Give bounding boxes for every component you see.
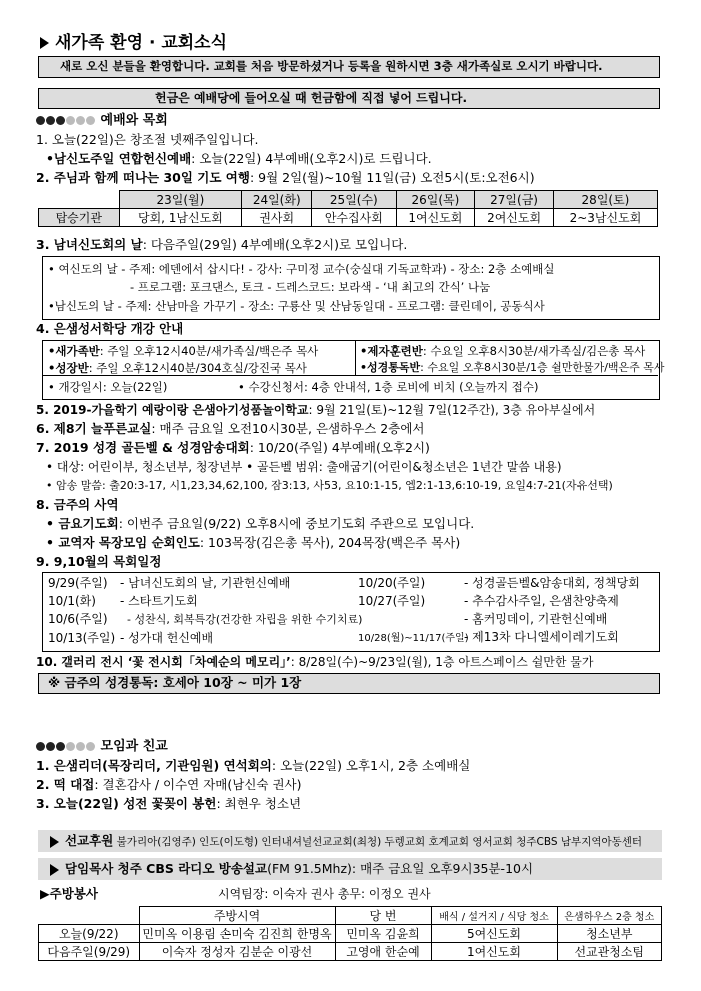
item-1: 1. 오늘(22일)은 창조절 넷째주일입니다. [36, 132, 259, 147]
section-heading-2 [36, 738, 168, 756]
event: - 성경골든벨&암송대회, 정책당회 [464, 576, 640, 590]
radio-label: 담임목사 청주 CBS 라디오 방송설교 [65, 861, 268, 876]
item-2-text: : 9월 2일(월)~10월 11일(금) 오전5시(토:오전6시) [249, 170, 535, 185]
item-1-sub [46, 150, 432, 168]
label: •새가족반 [48, 344, 100, 358]
school-vdivider [355, 340, 356, 375]
org-cell: 안수집사회 [312, 209, 396, 227]
section-heading-text: 모임과 친교 [100, 739, 168, 754]
text: : 이번주 금요일(9/22) 오후8시에 중보기도회 주관으로 모입니다. [118, 516, 475, 531]
cell: 민미옥 김윤희 [335, 925, 431, 943]
item-8: 8. 금주의 사역 [36, 497, 119, 512]
schedule-row [358, 628, 640, 648]
label: • 금요기도회 [46, 516, 119, 531]
item-5-text: : 9월 21일(토)~12월 7일(12주간), 3층 유아부실에서 [308, 403, 596, 417]
item-3-text: : 다음주일(29일) 4부예배(오후2시)로 모입니다. [142, 237, 408, 252]
date: 10/13(주일) [48, 631, 116, 645]
day-cell: 25일(수) [312, 191, 396, 209]
s2-item-3 [36, 795, 301, 813]
row-label: 탑승기관 [39, 209, 120, 227]
text: : 수요일 오후8시30분/1층 쉴만한물가/백은주 목사 [420, 361, 665, 374]
s2-item-2 [36, 776, 301, 794]
item-5-label: 5. 2019-가을학기 예랑이랑 은샘아기성품놀이학교 [36, 403, 309, 417]
school-new-family [48, 342, 318, 360]
text: : 결혼감사 / 이수연 자매(남신숙 권사) [94, 777, 302, 792]
header-cell: 당 번 [335, 907, 431, 925]
text: : 103목장(김은총 목사), 204목장(백은주 목사) [199, 535, 461, 550]
text: : 최현우 청소년 [216, 796, 302, 811]
item-3-label: 3. 남녀신도회의 날 [36, 237, 143, 252]
label: •제자훈련반 [360, 344, 423, 358]
org-cell: 2여신도회 [475, 209, 554, 227]
schedule-left [48, 574, 362, 647]
empty-cell [39, 191, 120, 209]
item-6-label: 6. 제8기 늘푸른교실 [36, 421, 152, 436]
school-application: • 수강신청서: 4층 안내석, 1층 로비에 비치 (오늘까지 접수) [238, 380, 539, 394]
date: 9/29(주일) [48, 576, 108, 590]
day-cell: 24일(화) [242, 191, 312, 209]
table-row [39, 925, 662, 943]
item-10 [36, 653, 593, 671]
day-cell: 26일(목) [396, 191, 475, 209]
mission-line [50, 832, 642, 851]
school-opening: • 개강일시: 오늘(22일) [48, 380, 168, 394]
text: : 주일 오후12시40분/새가족실/백은주 목사 [99, 344, 319, 358]
item-7-text: : 10/20(주일) 4부예배(오후2시) [249, 440, 430, 455]
section-heading [36, 112, 168, 130]
event: - 성찬식, 회복특강(건강한 자립을 위한 수기치료) [127, 613, 363, 626]
school-divider [42, 375, 658, 376]
schedule-row [48, 610, 362, 629]
day-cell: 27일(금) [475, 191, 554, 209]
women-day-line2: - 프로그램: 포크댄스, 토크 - 드레스코드: 보라색 - ‘내 최고의 간식’ 나눔 [130, 280, 491, 294]
cell: 고영애 한순예 [335, 943, 431, 961]
section-heading-text: 예배와 목회 [100, 113, 168, 128]
kitchen-table [38, 906, 662, 961]
item-1-sub-label: •남신도주일 연합헌신예배 [46, 151, 192, 166]
org-cell: 권사회 [242, 209, 312, 227]
header-cell [39, 907, 140, 925]
date: 10/1(화) [48, 594, 96, 608]
day-cell: 28일(토) [553, 191, 657, 209]
triangle-icon [40, 37, 49, 49]
text: : 주일 오후12시40분/304호실/강진국 목사 [88, 361, 307, 375]
table-row [39, 943, 662, 961]
item-5 [36, 401, 595, 419]
triangle-icon [50, 836, 59, 848]
prayer-table-row [39, 209, 658, 227]
schedule-row [358, 574, 640, 592]
date: 10/6(주일) [48, 612, 108, 626]
schedule-row [358, 610, 640, 628]
offering-notice-text: 헌금은 예배당에 들어오실 때 헌금함에 직접 넣어 드립니다. [155, 91, 468, 105]
label: 2. 떡 대접 [36, 777, 95, 792]
dots-icon [36, 113, 96, 128]
item-8-sub1 [46, 515, 474, 533]
text: : 수요일 오후8시30분/새가족실/김은총 목사 [422, 344, 646, 358]
triangle-icon [50, 864, 59, 876]
item-10-text: : 8/28일(수)~9/23일(월), 1층 아트스페이스 쉴만한 물가 [290, 655, 594, 669]
item-7-sub2: • 암송 말씀: 출20:3-17, 시1,23,34,62,100, 잠3:13, 사53, 요10:1-15, 엡2:1-13,6:10-19, 요일4:7-21(자유선택) [46, 479, 613, 492]
event: - 성가대 헌신예배 [120, 631, 214, 645]
date: 10/28(월)~11/17(주일) [358, 633, 469, 644]
label: 3. 오늘(22일) 성전 꽃꽂이 봉헌 [36, 796, 217, 811]
label: •성장반 [48, 361, 89, 375]
item-3 [36, 236, 407, 254]
men-day-line: •남신도의 날 - 주제: 산남마을 가꾸기 - 장소: 구룡산 및 산남동일대 - 프로그램: 클린데이, 공동식사 [48, 299, 545, 313]
mission-label: 선교후원 [65, 833, 114, 848]
header-cell: 주방시역 [139, 907, 335, 925]
event: - 스타트기도회 [120, 594, 198, 608]
prayer-table [38, 190, 658, 227]
cell: 5여신도회 [431, 925, 557, 943]
item-2 [36, 169, 535, 187]
kitchen-header [39, 907, 662, 925]
org-cell: 2~3남신도회 [553, 209, 657, 227]
cell: 다음주일(9/29) [39, 943, 140, 961]
cell: 이숙자 정성자 김분순 이광선 [139, 943, 335, 961]
schedule-row [48, 629, 362, 647]
item-6-text: : 매주 금요일 오전10시30분, 은샘하우스 2층에서 [151, 421, 425, 436]
label: • 교역자 목장모임 순회인도 [46, 535, 200, 550]
item-9: 9. 9,10월의 목회일정 [36, 554, 162, 569]
item-7-label: 7. 2019 성경 골든벨 & 성경암송대회 [36, 440, 250, 455]
event: - 추수감사주일, 은샘찬양축제 [464, 594, 619, 608]
kitchen-managers: 시역팀장: 이숙자 권사 총무: 이정오 권사 [218, 887, 431, 901]
school-disciple [360, 342, 645, 360]
event: - 남녀신도회의 날, 기관헌신예배 [120, 576, 291, 590]
label: •성경통독반 [360, 361, 421, 374]
women-day-line1: • 여신도의 날 - 주제: 에덴에서 삽시다! - 강사: 구미정 교수(숭실대 기독교학과) - 장소: 2층 소예배실 [48, 262, 555, 276]
text: : 오늘(22일) 오후1시, 2층 소예배실 [271, 758, 471, 773]
dots-icon [36, 739, 96, 754]
item-7-sub1: • 대상: 어린이부, 청소년부, 청장년부 • 골든벨 범위: 출애굽기(어린이&청소년은 1년간 말씀 내용) [46, 460, 562, 474]
header-cell: 배식 / 설거지 / 식당 청소 [431, 907, 557, 925]
schedule-right [358, 574, 640, 648]
cell: 1여신도회 [431, 943, 557, 961]
bible-reading: ※ 금주의 성경통독: 호세아 10장 ~ 미가 1장 [48, 675, 302, 690]
kitchen-label: ▶주방봉사 [40, 886, 98, 901]
mission-text: 불가리아(김영주) 인도(이도형) 인터내셔널선교교회(최청) 두렝교회 호계교회 영서교회 청주CBS 남부지역아동센터 [116, 836, 643, 848]
date: 10/27(주일) [358, 594, 426, 608]
title-text: 새가족 환영 · 교회소식 [55, 33, 228, 53]
event: - 제13차 다니엘세이레기도회 [464, 630, 619, 644]
section-title [40, 32, 227, 54]
date: 10/20(주일) [358, 576, 426, 590]
prayer-table-header [39, 191, 658, 209]
item-6 [36, 420, 424, 438]
item-7 [36, 439, 430, 457]
s2-item-1 [36, 757, 470, 775]
item-1-sub-text: : 오늘(22일) 4부예배(오후2시)로 드립니다. [191, 151, 432, 166]
item-10-label: 10. 갤러리 전시 ‘꽃 전시회「차예순의 메모리」’ [36, 655, 291, 669]
radio-line [50, 860, 533, 878]
welcome-banner-text: 새로 오신 분들을 환영합니다. 교회를 처음 방문하셨거나 등록을 원하시면 3층 새가족실로 오시기 바랍니다. [60, 59, 603, 73]
item-2-label: 2. 주님과 함께 떠나는 30일 기도 여행 [36, 170, 250, 185]
item-8-sub2 [46, 534, 460, 552]
event: - 홈커밍데이, 기관헌신예배 [464, 612, 608, 626]
schedule-row [358, 592, 640, 610]
cell: 민미옥 이용림 손미숙 김진희 한명옥 [139, 925, 335, 943]
day-cell: 23일(월) [119, 191, 242, 209]
org-cell: 당회, 1남신도회 [119, 209, 242, 227]
schedule-row [48, 574, 362, 592]
radio-text: (FM 91.5Mhz): 매주 금요일 오후9시35분-10시 [267, 861, 534, 876]
cell: 선교관청소팀 [557, 943, 662, 961]
header-cell: 은샘하우스 2층 청소 [557, 907, 662, 925]
org-cell: 1여신도회 [396, 209, 475, 227]
schedule-row [48, 592, 362, 610]
cell: 청소년부 [557, 925, 662, 943]
label: 1. 은샘리더(목장리더, 기관임원) 연석회의 [36, 758, 272, 773]
cell: 오늘(9/22) [39, 925, 140, 943]
item-4: 4. 은샘성서학당 개강 안내 [36, 321, 184, 336]
